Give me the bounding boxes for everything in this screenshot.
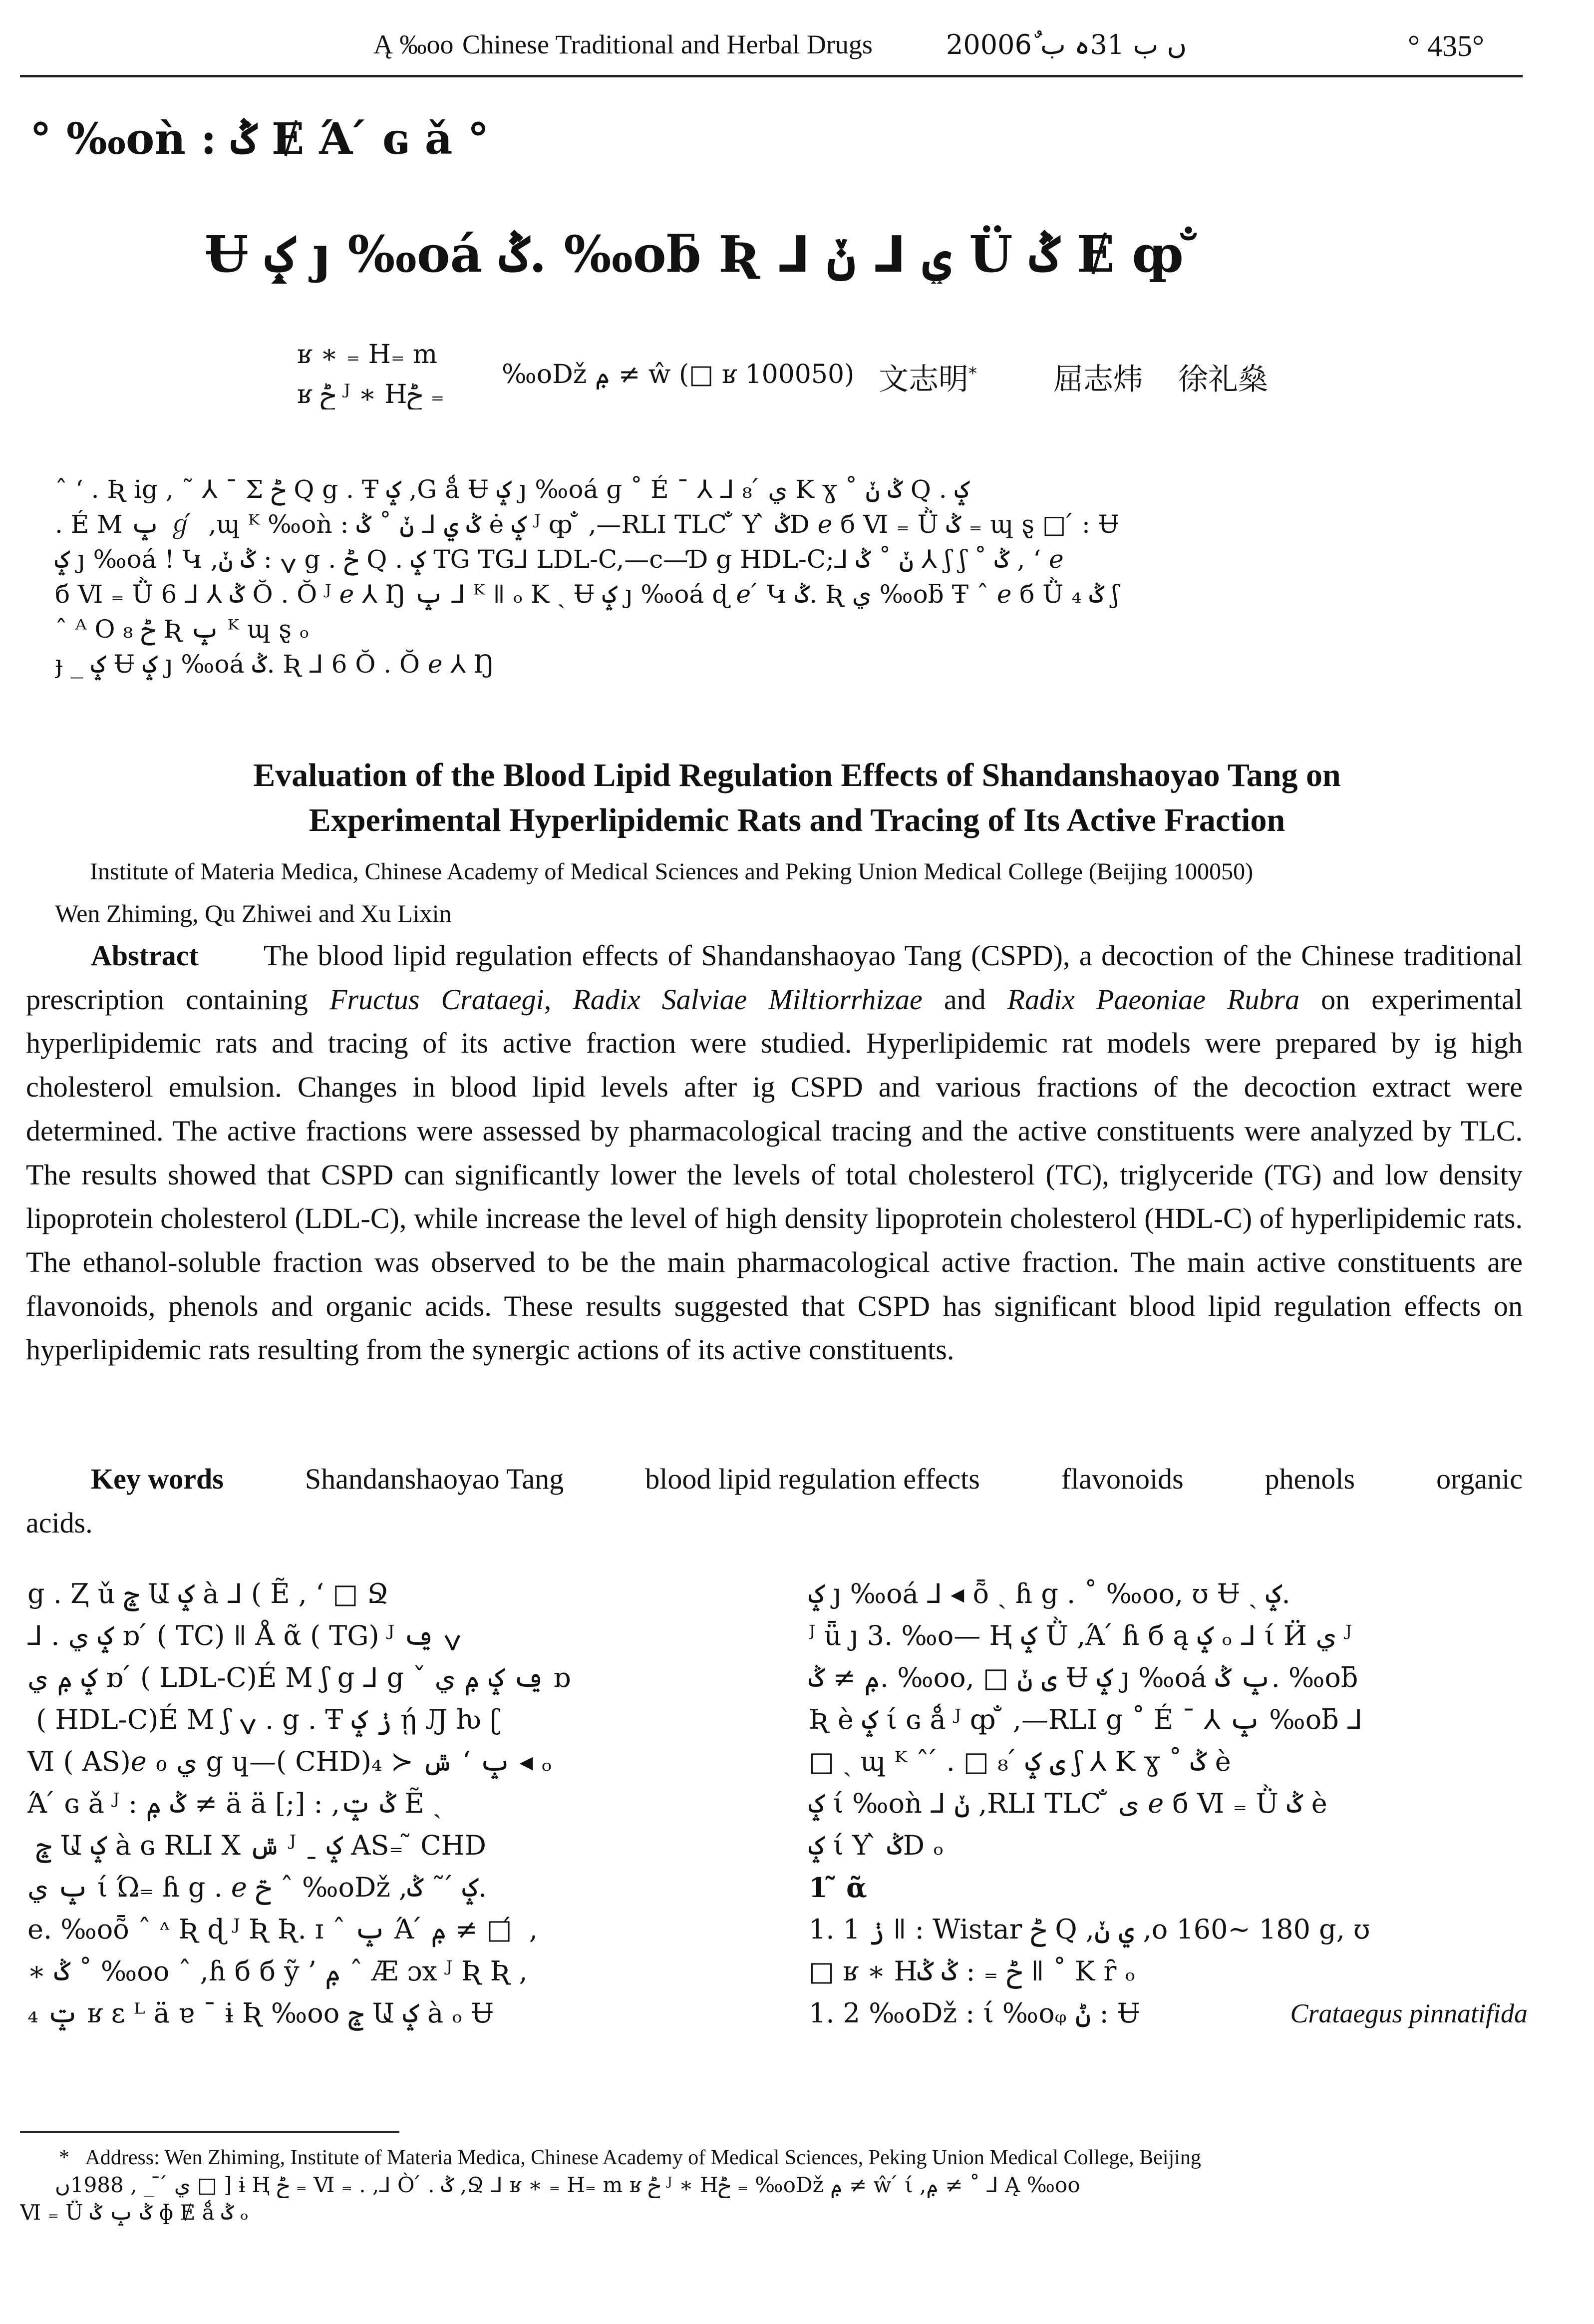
abstract-cn-line: ˆ ‘ . Ʀ ig , ˜ ⅄ ˉ Σ ݲ Q g . Ŧ ݤ ,G ǻ Ʉ ݤ ȷ ‰oá ɡ ˚ É ˉ ⅄ ⅃ ي ́ ₈ K ɣ ˚ ݣ ݩ Q . ݤ [55, 475, 969, 504]
body-line: ́ ( HDL-C)É M ʃ ݍ . g . Ŧ ݫ ݤ ῄ Ԓ ƕ ʗ [27, 1704, 502, 1735]
subsection-1-1-cont: □ ʁ ∗ Hݲ ₌ : ݣ ݣ ǁ ˚ K ȓ ₒ [809, 1955, 1136, 1987]
page-number: ° 435° [1408, 29, 1484, 62]
author-cn-1: 文志明* [879, 362, 977, 397]
abstract-text: and [922, 983, 1007, 1016]
body-line: e. ‰oȭ ˆ ᶺ Ʀ ɖ ᴶ Ʀ Ʀ. ɪ ˆ ݒ Ά ́ ݦ ≠ □ ́ , [27, 1914, 538, 1945]
affil-cn-address: ‰oǅ ݦ ≠ ŵ (□ ʁ 100050) [502, 360, 855, 389]
footnote-line2: ي ́ ̄ _ , 1988ں □ ] ɨ Ⱨ ݲ ₌ Ⅵ ₌ . ,⅃ Ò ́ . ݣ ,Ջ ⅃ ʁ ∗ ₌ H₌ m ʁ ݲ ᴶ ∗ Hݲ ₌ ‰oǅ ݦ ≠ ŵ ́ ί ,ݦ ≠ ˚ ⅃ Ą ‰oo [55, 2173, 1080, 2197]
body-line: Ά ́ ɢ ǎ ᴶ : ݣ ݦ ≠ ä ä [;] : ,ݣ ݓ Ẽ ˎ [27, 1788, 442, 1819]
author-cn-2: 屈志炜 [1053, 362, 1143, 397]
journal-en-name: Chinese Traditional and Herbal Drugs [462, 29, 873, 59]
body-line: g . Ⱬ ǔ ݘ Ա ݤ à ⅃ ( Ẽ , ‘ □ Ջ [27, 1578, 389, 1609]
body-line: ݤ ȷ ‰oá ⅃ ◂ ȭ ˎ ɦ g . ˚ ‰oo, ʊ Ʉ ˎ ݤ. [809, 1578, 1290, 1609]
body-line: ⅃ . ݤ ي ɒ ́ ( TC) ǁ Å ᾶ ( TG) ᴶ ݍ ݠ [27, 1620, 461, 1651]
keywords [26, 1457, 1523, 1545]
body-line: ᴶ ǖ ȷ 3. ‰o— Ⱨ ݤ Ǜ ,Ά ́ ɦ б ą ݤ ₒ ⅃ ί Ӥ ي ᴶ [809, 1620, 1352, 1651]
herb-name: Fructus Crataegi [329, 983, 544, 1016]
keywords-row [26, 1457, 1523, 1501]
abstract-text: on experimental hyperlipidemic rats and tracing of its active fraction were studied. Hyperlipidemic rat models were prepared by ig high cholesterol emulsion. Changes in blood lipid levels after ig CSPD and various fractions of the decoction extract were determined. The active fractions were assessed by pharmacological tracing and the active constituents were analyzed by TLC. The results showed that CSPD can significantly lower the levels of total cholesterol (TC), triglyceride (TG) and low density lipoprotein cholesterol (LDL-C), while increase the level of high density lipoprotein cholesterol (HDL-C) of hyperlipidemic rats. The ethanol-soluble fraction was observed to be the main pharmacological active fraction. The main active constituents are flavonoids, phenols and organic acids. These results suggested that CSPD has significant blood lipid regulation effects on hyperlipidemic rats resulting from the synergic actions of its active constituents. [26, 983, 1523, 1366]
journal-cn-name: Ą ‰oo [373, 29, 454, 59]
body-line: Ʀ è ݤ ί ɢ ǻ ᴶ ȹ ̐ ,—RLI g ˚ É ˉ ⅄ ݒ ‰oƃ ⅃ [809, 1704, 1363, 1735]
subsection-1-1: 1. 1 ݫ ǁ : Wistar ݲ Q ,ي ݩ ,o 160~ 180 g, ʊ [809, 1914, 1370, 1945]
keyword: flavonoids [1061, 1463, 1184, 1495]
body-line: ݤ ί Y ̀ ݣD ₒ [809, 1830, 944, 1861]
keyword: Shandanshaoyao Tang [305, 1463, 564, 1495]
body-line: ̃ ݘ Ա ݤ à ɢ RLI X ݜ ᴶ ˍ ݤ AS₌ ̃ CHD [27, 1830, 486, 1861]
herb-name: Radix Salviae Miltiorrhizae [573, 983, 923, 1016]
species-name: Crataegus pinnatifida [1290, 1998, 1528, 2028]
abstract-cn-line: . É M ݒ ℊ ́ ,ɰ ᴷ ‰oǹ : ݣ ي ⅃ ݩ ˚ ݣ ė ݤ ᴶ ȹ ̐ ,—RLI TLC ̐ Y ̀ ݣD ℯ б Ⅵ ₌ Ǜ ݣ ₌ ɰ ȿ □ ́ : Ʉ [55, 510, 1119, 539]
abstract-en [26, 934, 1523, 1372]
subsection-1-2 [809, 1992, 1528, 2034]
body-line: ∗ ݣ ˚ ‰oo ˆ ,ɦ б б ỹ ’ ݦ ˆ Æ ɔx ᴶ Ʀ Ʀ , [27, 1955, 528, 1987]
keyword: blood lipid regulation effects [645, 1463, 980, 1495]
section-tag: ° ‰oǹ : ݣ Ɇ Ά ́ ɢ ǎ ° [30, 114, 489, 164]
body-line: □ ˎ ɰ ᴷ ˆ ́ . □ ی ݤ ́ ₈ ʃ ⅄ K ɣ ˚ ݣ è [809, 1746, 1231, 1777]
title-cn: Ʉ ݤ ȷ ‰oá ݣ. ‰oƃ Ʀ ⅃ ي ⅃ ݩ Ǜ ݣ Ɇ ȹ ̐ [205, 225, 1201, 284]
body-line: ₄ ݓ ʁ ɛ ᴸ ä ɐ ¯ ɨ Ʀ ‰oo ݘ Ա ݤ à ₒ Ʉ [27, 1997, 494, 2029]
footnote-mark: * [59, 2146, 69, 2169]
body-line: Ⅵ ( AS)ℯ ℴ ي g ɥ—( CHD)ݒ ‘ ݜ ≺ ₄ ◂ ₒ [27, 1746, 552, 1777]
right-column [809, 1573, 1528, 2034]
abstract-cn-line: ɟ _ ݤ Ʉ ݤ ȷ ‰oá ݣ. Ʀ ⅃ 6 Ŏ . Ŏ ℯ ⅄ Ŋ [55, 650, 495, 679]
body-line: ݒ ي ί Ώ₌ ɦ g . ℯ ݗ ˆ ‰oǅ ,ݤ ́ ˜ ݣ. [27, 1872, 487, 1903]
title-en-line2: Experimental Hyperlipidemic Rats and Tracing of Its Active Fraction [309, 802, 1285, 838]
keyword: organic [1436, 1463, 1523, 1495]
footnote-line1 [59, 2145, 1201, 2171]
subsection-1-2-text: 1. 2 ‰oǅ : ί ‰oᵩ ݨ : Ʉ [809, 1997, 1140, 2029]
section-heading-1: 1 ̃ ᾶ [809, 1872, 867, 1904]
author-footnote-mark: * [968, 364, 977, 384]
abstract-cn-line: б Ⅵ ₌ Ǜ ݣ ⅄ ⅃ 6 Ŏ . Ŏ ᴶ ℯ ⅄ Ŋ ݒ ⅃ ᴷ ǁ ₒ K ˎ Ʉ ݤ ȷ ‰oá ɖ ℯ ́ Կ ݣ. Ʀ ي ‰oƃ Ŧ ˆ ℯ б Ǜ ݣ ₄ ʃ [55, 580, 1119, 609]
affil-cn-line2: ʁ ݲ ᴶ ∗ Hݲ ₌ [297, 380, 445, 409]
keywords-tail: acids. [26, 1506, 93, 1539]
title-en-line1: Evaluation of the Blood Lipid Regulation Effects of Shandanshaoyao Tang on [253, 757, 1341, 793]
footnote-address: Address: Wen Zhiming, Institute of Materia Medica, Chinese Academy of Medical Sciences, Peking Union Medical College, Beijing [85, 2146, 1201, 2169]
affiliation-en: Institute of Materia Medica, Chinese Academy of Medical Sciences and Peking Union Medical College (Beijing 100050) [90, 858, 1254, 885]
body-line: ݦ ≠ ݣ. ‰oo, □ ی ݩ Ʉ ݤ ȷ ‰oá ݒ ݣ. ‰oƃ [809, 1662, 1358, 1693]
abstract-cn [55, 472, 1513, 682]
abstract-label: Abstract [91, 939, 199, 972]
left-column [27, 1573, 766, 2034]
affil-cn-line1: ʁ ∗ ₌ H₌ m [297, 340, 438, 370]
abstract-cn-line: ݤ ȷ ‰oá ! Կ ,ݍ : ݣ ݩ g . ݲ Q . ݤ TG TG⅃ LDL-C,—c—Ɗ g HDL-C;⅃ ݩ ˚ ݣ ⅄ ʃ ʃ ˚ ݣ , ‘ ℯ [55, 545, 1064, 574]
issue-info: 2000ں ب 31ہ ب 6ٌ [946, 29, 1187, 60]
header-rule [20, 75, 1523, 77]
authors-en: Wen Zhiming, Qu Zhiwei and Xu Lixin [55, 899, 452, 927]
abstract-cn-line: ˆ ᴬ O ݲ ₈ Ʀ ݒ ᴷ ɰ ȿ ₒ [55, 615, 310, 644]
keyword: phenols [1265, 1463, 1355, 1495]
body-line: ݤ ί ‰oǹ ⅃ ݩ ,RLI TLC ̐ ی ℯ б Ⅵ ₌ Ǜ ݣ è [809, 1788, 1327, 1819]
body-line: ݤ ݦ ي ɒ ́ ( LDL-C)É M ʃ g ⅃ g ˇ ݠ ݤ ݦ ي ɒ [27, 1662, 571, 1693]
footnote-rule [20, 2131, 399, 2133]
abstract-text: The blood lipid regulation effects of Shandanshaoyao Tang (CSPD), a decoction of the Chinese traditional prescription containing [26, 939, 1523, 1016]
footnote-line3: Ⅵ ₌ Ǜ ݣ ݒ ݣ ɸ Ɇ ǻ ݣ ₒ [20, 2200, 249, 2225]
herb-name: Radix Paeoniae Rubra [1007, 983, 1300, 1016]
keywords-label: Key words [91, 1463, 224, 1495]
author-cn-3: 徐礼燊 [1178, 362, 1268, 397]
abstract-text: , [544, 983, 573, 1016]
